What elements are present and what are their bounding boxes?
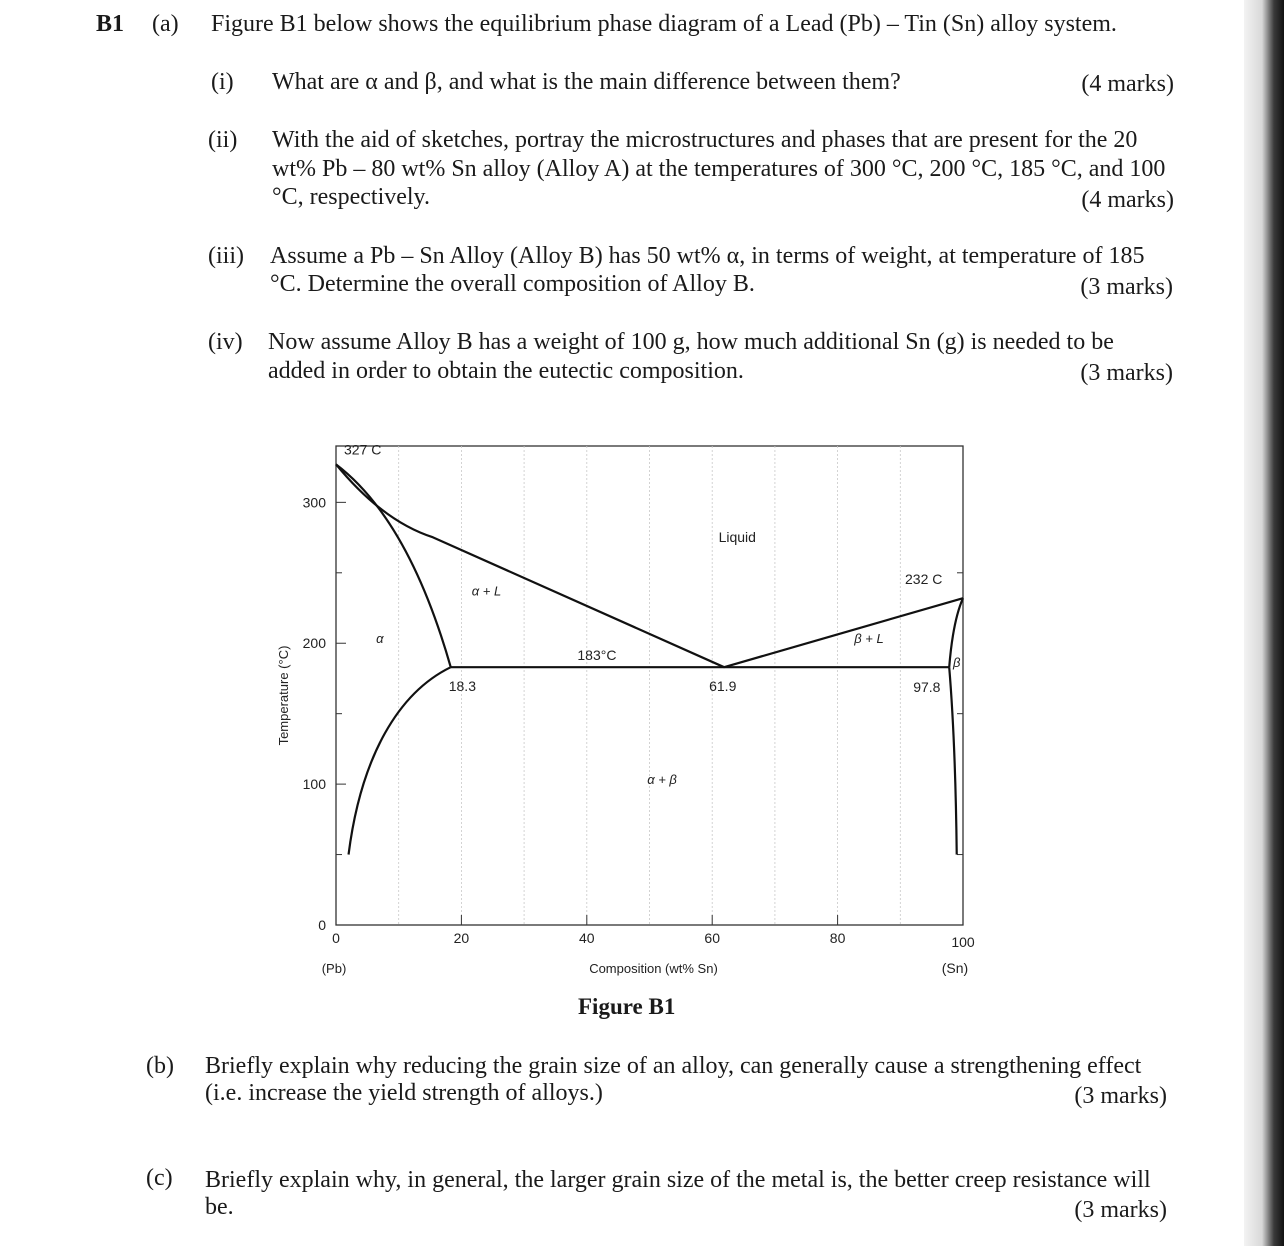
- sub-i-marks: (4 marks): [1081, 71, 1174, 97]
- sub-iii-label: (iii): [208, 243, 244, 269]
- x-tick-label: 80: [829, 930, 846, 946]
- part-b-marks: (3 marks): [1074, 1083, 1167, 1109]
- x-tick-label: 40: [579, 930, 595, 946]
- liquidus-alpha-curve: [336, 464, 724, 667]
- sub-iv-label: (iv): [208, 329, 243, 355]
- region-label: β: [953, 655, 961, 671]
- sub-iv-line-1: Now assume Alloy B has a weight of 100 g, how much additional Sn (g) is needed to be: [268, 329, 1114, 355]
- sub-i-label: (i): [211, 69, 234, 95]
- part-a-label: (a): [152, 11, 179, 37]
- y-tick-label: 300: [302, 494, 326, 511]
- x-end-label-sn: (Sn): [941, 960, 969, 976]
- x-tick-label: 100: [951, 934, 975, 950]
- x-tick-label: 20: [453, 930, 470, 946]
- region-label: β + L: [854, 631, 884, 647]
- part-c-line-1: Briefly explain why, in general, the larger grain size of the metal is, the better creep resistance will: [205, 1167, 1151, 1193]
- part-b-label: (b): [146, 1053, 174, 1079]
- alpha-solubility-label: 18.3: [448, 678, 476, 695]
- y-axis-title: Temperature (°C): [276, 645, 291, 746]
- eutectic-temperature-label: 183°C: [577, 647, 617, 664]
- x-end-label-pb: (Pb): [321, 961, 347, 976]
- sub-iii-marks: (3 marks): [1080, 274, 1173, 300]
- question-number: B1: [96, 11, 125, 37]
- sub-iv-marks: (3 marks): [1080, 360, 1173, 386]
- y-tick-label: 200: [302, 635, 326, 652]
- y-tick-label: 100: [302, 776, 326, 793]
- sub-ii-line-1: With the aid of sketches, portray the microstructures and phases that are present for the 20: [272, 127, 1138, 153]
- region-label: α + L: [471, 583, 502, 599]
- part-a-intro: Figure B1 below shows the equilibrium phase diagram of a Lead (Pb) – Tin (Sn) alloy system.: [211, 11, 1117, 37]
- sub-iii-line-1: Assume a Pb – Sn Alloy (Alloy B) has 50 wt% α, in terms of weight, at temperature of 185: [270, 243, 1145, 269]
- sub-iv-line-2: added in order to obtain the eutectic composition.: [268, 358, 744, 384]
- sn-melting-label: 232 C: [905, 571, 943, 588]
- region-label: α + β: [647, 772, 677, 788]
- liquidus-beta-curve: [724, 598, 963, 667]
- pb-melting-label: 327 C: [344, 441, 382, 458]
- x-tick-label: 0: [332, 930, 340, 946]
- part-b-line-2: (i.e. increase the yield strength of alloys.): [205, 1080, 603, 1106]
- region-label: α: [376, 631, 384, 647]
- part-c-marks: (3 marks): [1074, 1197, 1167, 1223]
- y-tick-label: 0: [318, 917, 326, 933]
- phase-diagram-chart: [260, 430, 1000, 990]
- region-label: Liquid: [718, 528, 756, 545]
- x-axis-title: Composition (wt% Sn): [589, 961, 718, 976]
- page-edge-shadow: [1244, 0, 1284, 1246]
- beta-solubility-label: 97.8: [913, 679, 941, 696]
- sub-ii-label: (ii): [208, 127, 238, 153]
- label-layer: [276, 441, 975, 976]
- solvus-beta-curve: [949, 667, 957, 854]
- sub-ii-marks: (4 marks): [1081, 187, 1174, 213]
- grid-layer: [336, 446, 963, 925]
- x-tick-label: 60: [704, 930, 720, 946]
- sub-i-text: What are α and β, and what is the main difference between them?: [272, 69, 901, 95]
- plot-frame: [336, 446, 963, 925]
- sub-ii-line-2: wt% Pb – 80 wt% Sn alloy (Alloy A) at the temperatures of 300 °C, 200 °C, 185 °C, and 100: [272, 156, 1166, 182]
- eutectic-composition-label: 61.9: [709, 678, 737, 695]
- solidus-alpha-curve: [336, 464, 451, 667]
- part-b-line-1: Briefly explain why reducing the grain size of an alloy, can generally cause a strengthening effect: [205, 1053, 1142, 1079]
- part-c-label: (c): [146, 1165, 173, 1191]
- sub-iii-line-2: °C. Determine the overall composition of Alloy B.: [270, 271, 755, 297]
- sub-ii-line-3: °C, respectively.: [272, 184, 430, 210]
- part-c-line-2: be.: [205, 1194, 234, 1220]
- solvus-alpha-curve: [349, 667, 451, 854]
- figure-caption: Figure B1: [578, 994, 676, 1019]
